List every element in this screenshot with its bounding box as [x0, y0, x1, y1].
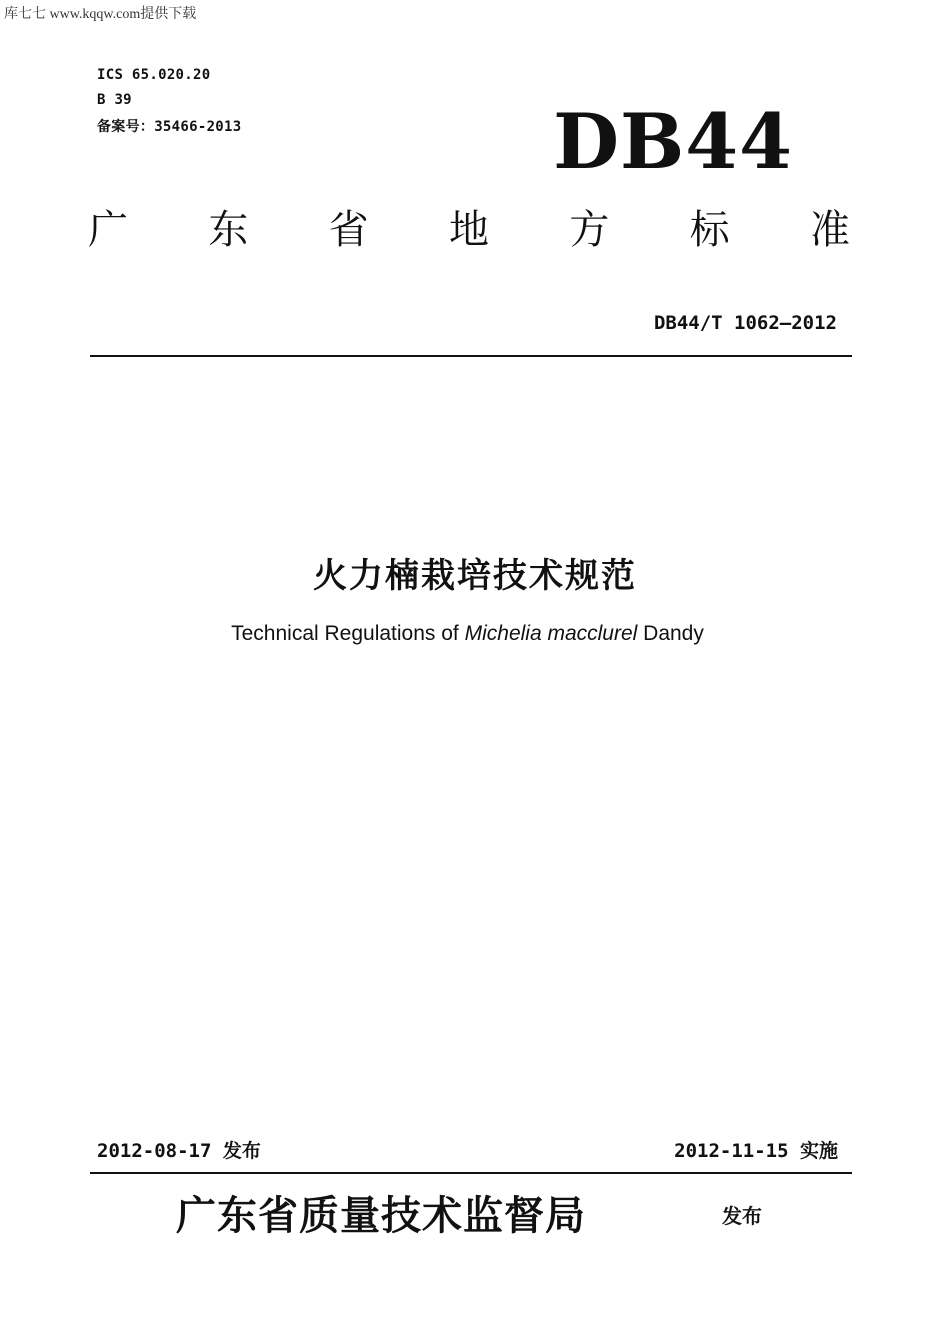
title-english-suffix: Dandy — [637, 622, 704, 645]
publish-label: 发布 — [722, 1204, 762, 1228]
standard-type-char: 方 — [569, 207, 610, 253]
standard-type-heading — [88, 207, 850, 253]
ics-code: ICS 65.020.20 — [97, 67, 211, 83]
publisher-name: 广东省质量技术监督局 — [176, 1192, 586, 1239]
watermark-text: 库七七 www.kqqw.com提供下载 — [4, 7, 197, 22]
title-english-species: Michelia macclurel — [464, 622, 638, 645]
ccs-code: B 39 — [97, 92, 132, 108]
top-divider — [90, 355, 852, 357]
standard-type-char: 东 — [208, 207, 249, 253]
title-english-prefix: Technical Regulations of — [231, 622, 465, 645]
standard-type-char: 省 — [328, 207, 369, 253]
bottom-divider — [90, 1172, 852, 1174]
filing-number: 备案号：35466-2013 — [97, 119, 242, 135]
issue-date: 2012-08-17 发布 — [97, 1140, 261, 1162]
title-chinese: 火力楠栽培技术规范 — [313, 556, 637, 596]
standard-number: DB44/T 1062—2012 — [653, 312, 837, 334]
standard-type-char: 广 — [88, 207, 128, 253]
standard-type-char: 准 — [809, 207, 850, 253]
standard-type-char: 标 — [689, 207, 730, 253]
title-english — [0, 622, 935, 646]
db44-logo: DB44 — [553, 97, 793, 186]
standard-type-char: 地 — [448, 207, 489, 253]
implementation-date: 2012-11-15 实施 — [674, 1140, 838, 1162]
